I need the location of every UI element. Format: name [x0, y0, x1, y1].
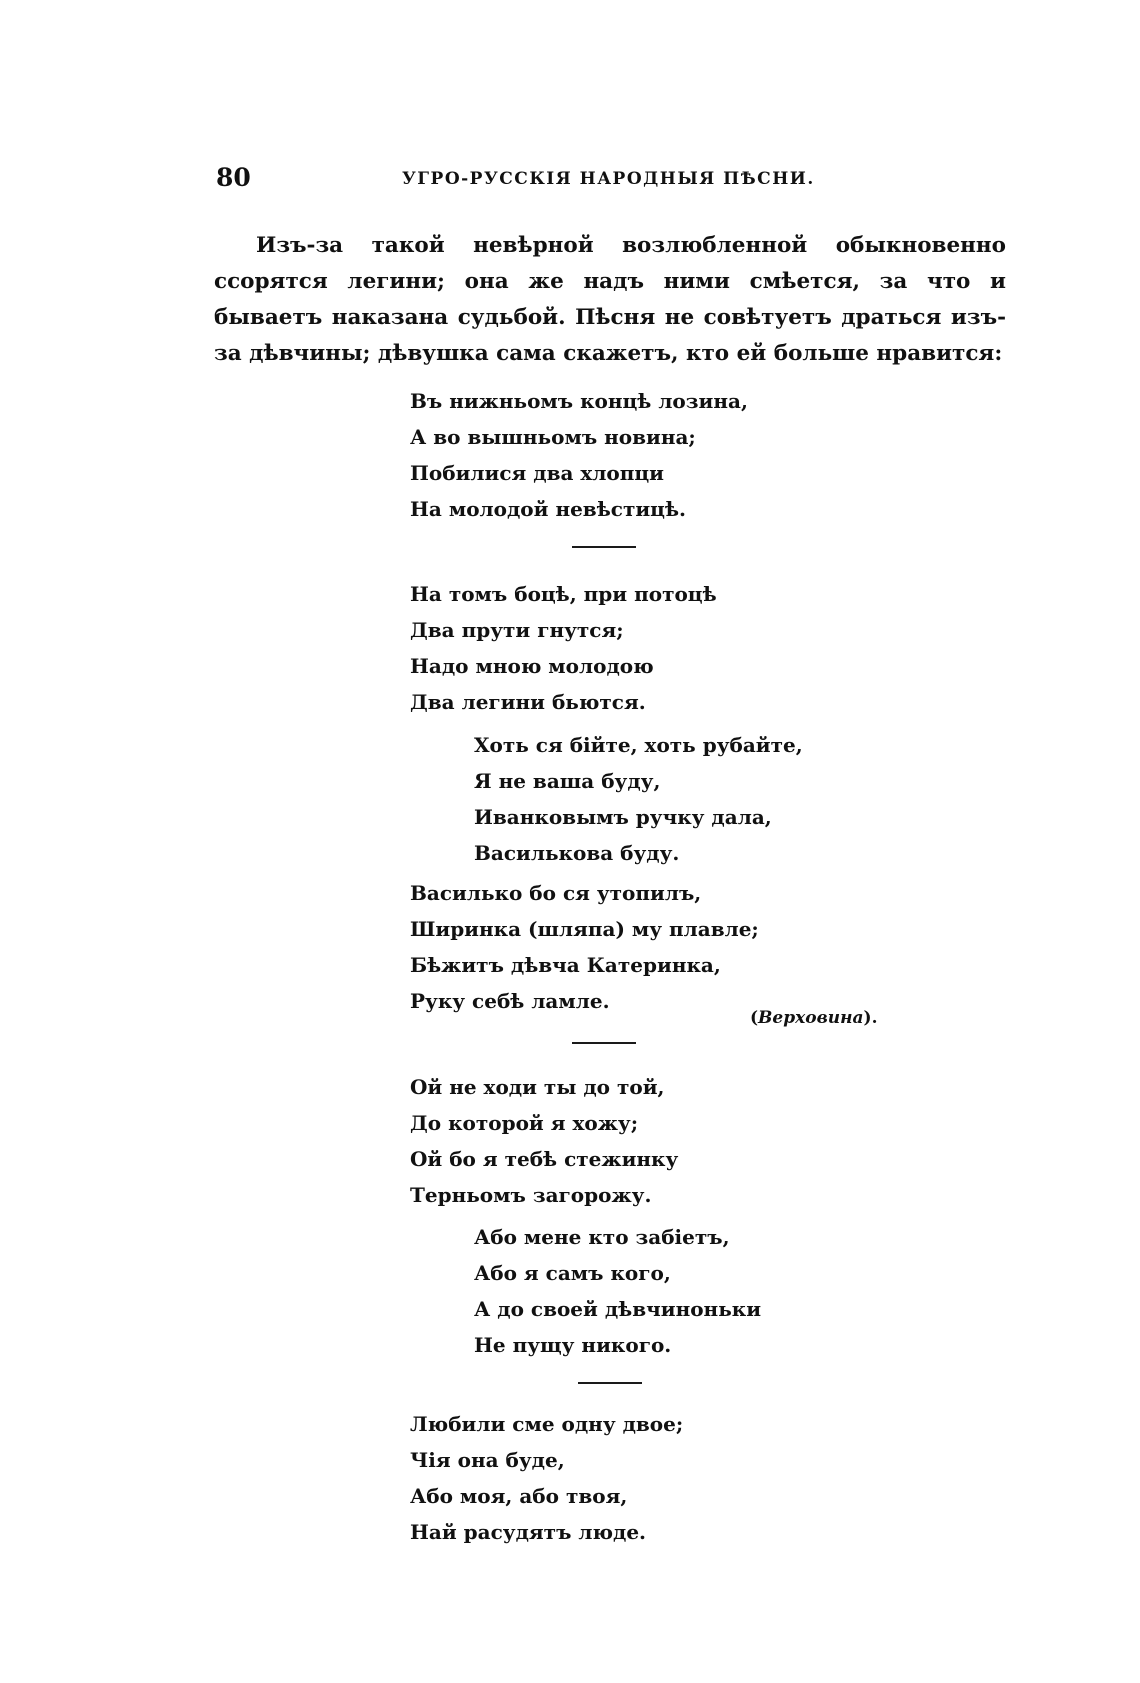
verse-line: А во вышньомъ новина; [410, 425, 696, 449]
verse-line: Василько бо ся утопилъ, [410, 881, 702, 905]
verse-line: Я не ваша буду, [474, 769, 661, 793]
verse-line: Надо мною молодою [410, 654, 654, 678]
source-name: Верховина [758, 1008, 864, 1028]
verse-line: Любили сме одну двое; [410, 1412, 684, 1436]
source-attribution [750, 1008, 878, 1028]
verse-line: Ой бо я тебѣ стежинку [410, 1147, 679, 1171]
verse-line: Два легини бьются. [410, 690, 646, 714]
verse-line: Або моя, або твоя, [410, 1484, 628, 1508]
song-3-stanza-1 [410, 1069, 678, 1213]
running-title: УГРО-РУССКІЯ НАРОДНЫЯ ПѢСНИ. [402, 169, 815, 189]
verse-line: Або я самъ кого, [474, 1261, 671, 1285]
verse-line: Чія она буде, [410, 1448, 565, 1472]
verse-line: На молодой невѣстицѣ. [410, 497, 686, 521]
verse-line: На томъ боцѣ, при потоцѣ [410, 582, 717, 606]
song-2-stanza-2 [474, 727, 803, 871]
verse-line: Терньомъ загорожу. [410, 1183, 652, 1207]
running-head [216, 163, 1006, 203]
verse-line: Въ нижньомъ концѣ лозина, [410, 389, 748, 413]
verse-line: Не пущу никого. [474, 1333, 672, 1357]
intro-paragraph: Изъ-за такой невѣрной возлюбленной обыкновенно ссорятся легини; она же надъ ними смѣется, за что и бываетъ наказана судьбой. Пѣсня не совѣтуетъ драться изъ-за дѣвчины; дѣвушка сама скажетъ, кто ей больше нравится: [214, 233, 1006, 366]
page-number: 80 [216, 163, 251, 192]
verse-line: Бѣжитъ дѣвча Катеринка, [410, 953, 721, 977]
verse-line: Або мене кто забіетъ, [474, 1225, 730, 1249]
verse-line: Ой не ходи ты до той, [410, 1075, 665, 1099]
song-4-stanza [410, 1406, 683, 1550]
verse-line: Руку себѣ ламле. [410, 989, 610, 1013]
verse-line: Побилися два хлопци [410, 461, 665, 485]
song-2-stanza-1 [410, 576, 717, 720]
song-3-stanza-2 [474, 1219, 761, 1363]
section-divider [572, 546, 636, 548]
verse-line: Василькова буду. [474, 841, 680, 865]
verse-line: Ширинка (шляпа) му плавле; [410, 917, 759, 941]
verse-line: Най расудятъ люде. [410, 1520, 647, 1544]
verse-line: Иванковымъ ручку дала, [474, 805, 772, 829]
verse-line: А до своей дѣвчиноньки [474, 1297, 762, 1321]
song-1-stanza [410, 383, 748, 527]
source-close-paren: ). [863, 1008, 878, 1028]
section-divider [578, 1382, 642, 1384]
source-open-paren: ( [750, 1008, 759, 1028]
verse-line: Хоть ся бійте, хоть рубайте, [474, 733, 803, 757]
verse-line: Два прути гнутся; [410, 618, 624, 642]
section-divider [572, 1042, 636, 1044]
verse-line: До которой я хожу; [410, 1111, 639, 1135]
song-2-stanza-3 [410, 875, 759, 1019]
